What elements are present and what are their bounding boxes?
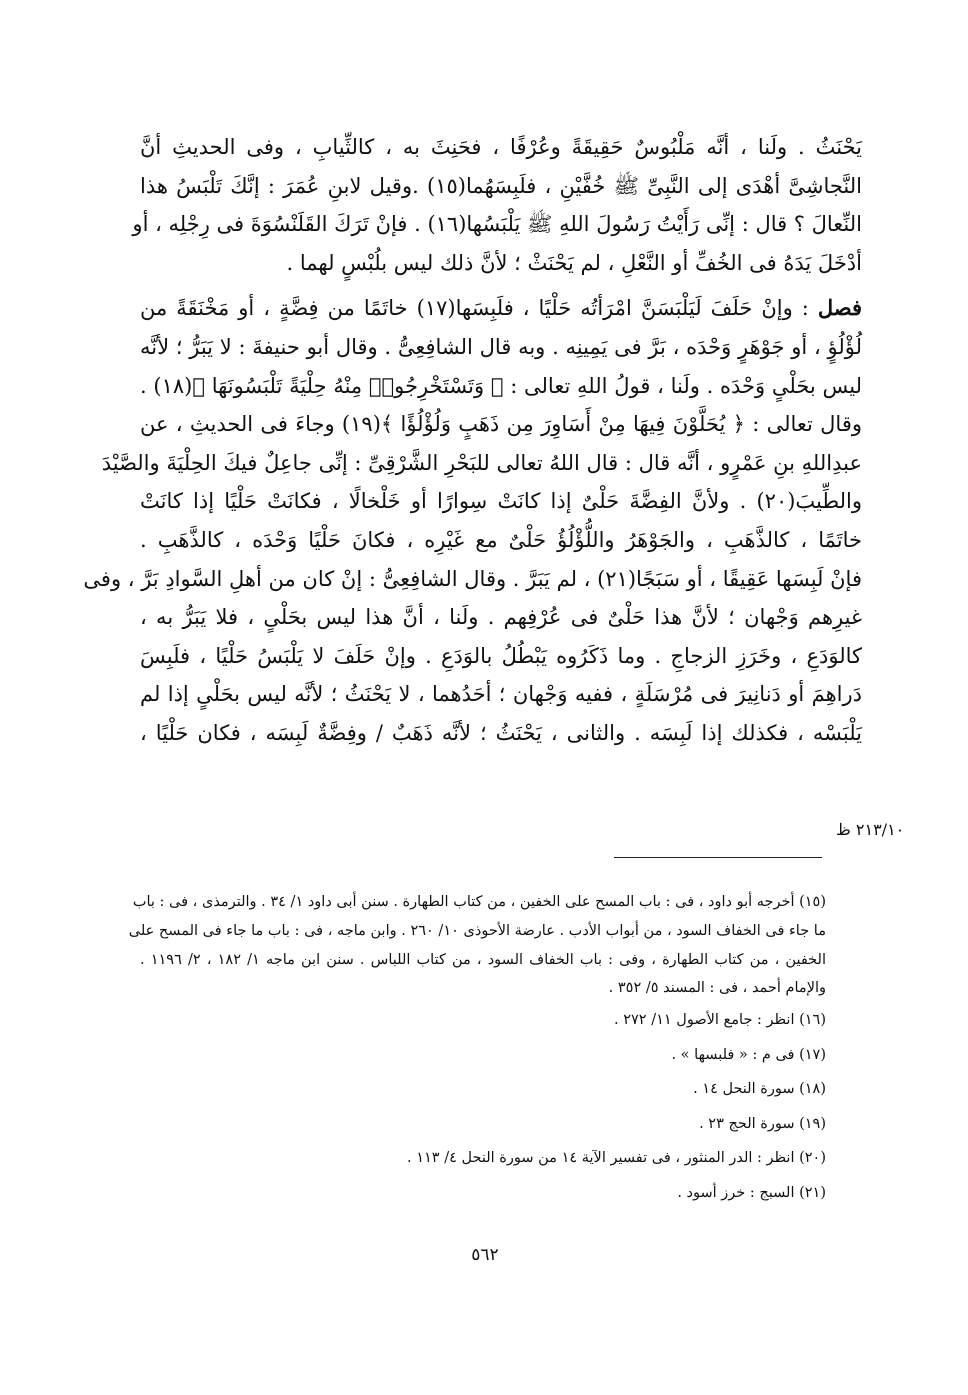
footnote-line: ما جاء فى الخفاف السود ، من أبواب الأدب . عارضة الأحوذى ١٠/ ٢٦٠ . وابن ماجه ، فى : باب ما جاء فى المسح على (128, 922, 826, 939)
footnote-line: (٢٠) انظر : الدر المنثور ، فى تفسير الآية ١٤ من سورة النحل ٤/ ١١٣ . (407, 1150, 826, 1167)
text-line: يَحْنَثُ . ولَنا ، أنَّه مَلْبُوسٌ حَقِيقَةً وعُرْفًا ، فحَنِثَ به ، كالثِّيابِ ، وفى الحديثِ أنَّ (140, 135, 862, 159)
text-line: والطِّيبَ(٢٠) . ولأنَّ الفِضَّةَ حَلْىٌ إذا كانَتْ سِوارًا أو خَلْخالًا ، فكانَتْ حَلْيًا إذا كانَتْ (140, 489, 862, 514)
footnote-line: (١٨) سورة النحل ١٤ . (693, 1081, 826, 1098)
text-line: خاتَمًا ، كالذَّهَبِ ، والجَوْهَرُ واللُّؤْلُؤُ حَلْىٌ مع غَيْرِه ، فكانَ حَلْيًا وَحْدَه ، كالذَّهَبِ . (140, 527, 862, 552)
text-line: فإنْ لَبِسَها عَقِيقًا ، أو سَبَجًا(٢١) ، لم يَبَرَّ . وقال الشافِعِىُّ : إنْ كان من أهلِ السَّوادِ بَرَّ ، وفى (83, 566, 862, 591)
text-line: النَّجاشِىَّ أهْدَى إلى النَّبِىِّ ﷺ خُفَّيْنِ ، فلَبِسَهُما(١٥) .وقيل لابنِ عُمَرَ : إنَّكَ تَلْبَسُ هذا (140, 173, 862, 198)
footnote-line: والإمام أحمد ، فى : المسند ٥/ ٣٥٢ . (608, 980, 826, 997)
page-number: ٥٦٢ (471, 1245, 499, 1265)
footnote-line: (١٥) أخرجه أبو داود ، فى : باب المسح على الخفين ، من كتاب الطهارة . سنن أبى داود ١/ ٣٤ . والترمذى ، فى : باب (132, 894, 826, 910)
text-line: وقال تعالى : ﴿ يُحَلَّوْنَ فِيهَا مِنْ أَسَاوِرَ مِن ذَهَبٍ وَلُؤْلُؤًا ﴾(١٩) وجاءَ فى الحديثِ ، عن (140, 412, 863, 437)
footnote-line: (١٧) فى م : « فلبسها » . (671, 1046, 826, 1063)
text-line: لُؤْلُؤٍ ، أو جَوْهَرٍ وَحْدَه ، بَرَّ فى يَمِينِه . وبه قال الشافِعِىُّ . وقال أبو حنيفةَ : لا يَبَرُّ ؛ لأنَّه (140, 334, 862, 359)
footnote-line: الخفين ، من كتاب الطهارة ، وفى : باب الخفاف السود ، من كتاب اللباس . سنن ابن ماجه ١/ ١٨٢ ، ٢/ ١١٩٦ . (140, 951, 826, 968)
fasl-first-line (140, 289, 862, 328)
text-line: النِّعالَ ؟ قال : إنِّى رَأَيْتُ رَسُولَ اللهِ ﷺ يَلْبَسُها(١٦) . فإنْ تَرَكَ القَلَنْسُوَةَ فى رِجْلِه ، أو (132, 212, 862, 237)
text-line: كالوَدَعِ ، وخَرَزِ الزجاجِ . وما ذَكَرُوه يَبْطُلُ بالوَدَعِ . وإنْ حَلَفَ لا يَلْبَسُ حَلْيًا ، فلَبِسَ (140, 643, 862, 668)
text-line: يَلْبَسْه ، فكذلك إذا لَبِسَه . والثانى ، يَحْنَثُ ؛ لأنَّه ذَهَبٌ / وفِضَّةٌ لَبِسَه ، فكان حَلْيًا ، (140, 720, 862, 745)
text-line: : وإنْ حَلَفَ لَيَلْبَسَنَّ امْرَأتُه حَلْيًا ، فلَبِسَها(١٧) خاتَمًا من فِضَّةٍ ، أو مَخْنَقَةً من (140, 296, 809, 321)
fasl-heading: فصل (817, 295, 862, 321)
main-text (83, 128, 863, 753)
text-line: ليس بحَلْىٍ وَحْدَه . ولَنا ، قولُ اللهِ تعالى : ﴿ وَتَسْتَخْرِجُوا۟ مِنْهُ حِلْيَةً تَلْبَسُونَهَا ﴾(١٨) . (140, 373, 863, 398)
margin-folio-note: ٢١٣/١٠ ظ (836, 820, 905, 839)
footnote-line: (٢١) السبج : خرز أسود . (677, 1184, 826, 1201)
footnote-line: (١٦) انظر : جامع الأصول ١١/ ٢٧٢ . (614, 1012, 826, 1029)
text-line: دَراهِمَ أو دَنانِيرَ فى مُرْسَلَةٍ ، ففيه وَجْهان ؛ أحَدُهما ، لا يَحْنَثُ ؛ لأنَّه ليس بحَلْىٍ إذا لم (140, 682, 862, 707)
text-line: عبدِاللهِ بنِ عَمْرٍو ، أنَّه قال : قال اللهُ تعالى للبَحْرِ الشَّرْقِىِّ : إنِّى جاعِلٌ فيكَ الحِلْيَةَ والصَّيْدَ (101, 450, 862, 475)
text-line: أدْخَلَ يَدَهُ فى الخُفِّ أو النَّعْلِ ، لم يَحْنَثْ ؛ لأنَّ ذلك ليس بلُبْسٍ لهما . (286, 250, 862, 275)
paragraph-gap (140, 282, 862, 289)
footnote-line: (١٩) سورة الحج ٢٣ . (699, 1115, 826, 1132)
text-line: غيرِهم وَجْهان ؛ لأنَّ هذا حَلْىٌ فى عُرْفِهم . ولَنا ، أنَّ هذا ليس بحَلْىٍ ، فلا يَبَرُّ به ، (140, 605, 862, 630)
footnotes (128, 888, 826, 1210)
footnote-separator (614, 857, 822, 858)
